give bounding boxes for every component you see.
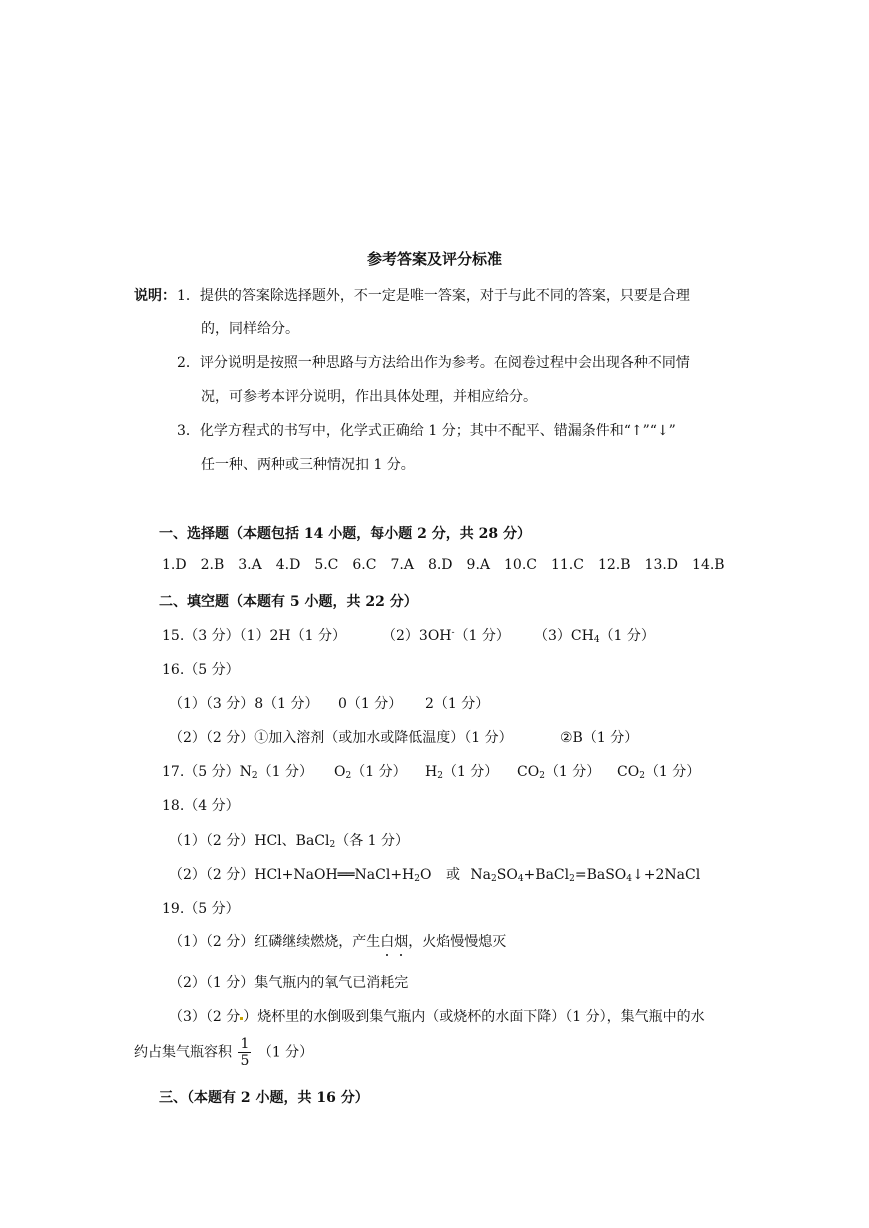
mc-answer: 6.C bbox=[352, 557, 377, 573]
q17-line: 17.（5 分）$N_2(1$ 分） bbox=[162, 764, 313, 781]
q19-line-3: （3）（2 分 ）烧杯里的水倒吸到集气瓶内（或烧杯的水面下降）（1 分），集气瓶中的水 bbox=[169, 1009, 705, 1025]
q18-header: 18.（4 分） bbox=[162, 798, 240, 814]
mc-answer: 12.B bbox=[597, 557, 631, 573]
section-2-heading: 二、填空题（本题有 5 小题，共 22 分） bbox=[159, 594, 418, 610]
q16-line-1-a: （1）（3 分）8（1 分） bbox=[169, 696, 319, 712]
mc-answer: 13.D bbox=[644, 557, 679, 573]
mc-answer: 3.A bbox=[238, 557, 262, 573]
note-1-line-1: 1．提供的答案除选择题外，不一定是唯一答案，对于与此不同的答案，只要是合理 bbox=[177, 288, 690, 304]
mc-answer: 8.D bbox=[427, 557, 453, 573]
note-1-line-2: 的，同样给分。 bbox=[201, 321, 299, 337]
q17-answer-5: $CO_2(1$ 分） bbox=[617, 764, 701, 781]
q19-line-1: （1）（2 分）红磷继续燃烧，产生白烟，火焰慢慢熄灭 bbox=[169, 934, 507, 950]
mc-answer: 14.B bbox=[692, 557, 725, 573]
note-2-line-1: 2．评分说明是按照一种思路与方法给出作为参考。在阅卷过程中会出现各种不同情 bbox=[177, 355, 690, 371]
q16-line-2-b: ②B（1 分） bbox=[560, 730, 639, 746]
fraction-one-fifth: $\frac{1}{5}$ bbox=[240, 1036, 250, 1069]
q16-line-1-c: 2（1 分） bbox=[425, 696, 490, 712]
q19-header: 19.（5 分） bbox=[162, 901, 240, 917]
mc-answer: 11.C bbox=[550, 557, 584, 573]
note-3-line-1: 3．化学方程式的书写中，化学式正确给 1 分；其中不配平、错漏条件和“↑”“↓” bbox=[177, 423, 676, 439]
q17-answer-2: $O_2(1$ 分） bbox=[334, 764, 407, 781]
notes-label: 说明： bbox=[134, 288, 176, 304]
mc-answer: 10.C bbox=[504, 557, 537, 573]
mc-answer: 5.C bbox=[314, 557, 339, 573]
section-3-heading: 三、（本题有 2 小题，共 16 分） bbox=[159, 1090, 369, 1106]
note-2-line-2: 况，可参考本评分说明，作出具体处理，并相应给分。 bbox=[201, 389, 537, 405]
page-title: 参考答案及评分标准 bbox=[366, 250, 502, 268]
mc-answer: 1.D bbox=[162, 557, 187, 573]
q16-header: 16.（5 分） bbox=[162, 662, 240, 678]
q16-line-2-a: （2）（2 分）①加入溶剂（或加水或降低温度）（1 分） bbox=[169, 730, 513, 746]
mc-answer: 4.D bbox=[275, 557, 301, 573]
q19-line-2: （2）（1 分）集气瓶内的氧气已消耗完 bbox=[169, 975, 409, 991]
mc-answer: 9.A bbox=[466, 557, 490, 573]
mc-answer: 2.B bbox=[200, 557, 225, 573]
q15-part-3: $(3)CH_4(1$ 分） bbox=[534, 628, 655, 645]
section-1-heading: 一、选择题（本题包括 14 小题，每小题 2 分，共 28 分） bbox=[159, 526, 531, 542]
q17-answer-3: $H_2(1$ 分） bbox=[425, 764, 499, 781]
q15-part-1: 15.（3 分）（1）2H（1 分） bbox=[162, 628, 347, 644]
q19-line-4: 约占集气瓶容积 $\frac{1}{5}$ （1 分） bbox=[134, 1036, 314, 1069]
q15-part-2: （2）3OH-（1 分） bbox=[382, 628, 510, 644]
q18-line-2: （2）（2 分）$HCl+NaOH══NaCl+H_2O$ 或 $Na_2SO_4+BaCl_2=BaSO_4↓+2NaCl$ bbox=[169, 867, 701, 884]
mc-answer: 7.A bbox=[390, 557, 414, 573]
q18-line-1: （1）（2 分）HCl、BaCl$_2$（各 1 分） bbox=[169, 833, 410, 850]
multiple-choice-answers bbox=[162, 557, 739, 573]
q16-line-1-b: 0（1 分） bbox=[338, 696, 403, 712]
q17-answer-4: $CO_2(1$ 分） bbox=[517, 764, 601, 781]
note-3-line-2: 任一种、两种或三种情况扣 1 分。 bbox=[201, 457, 415, 473]
